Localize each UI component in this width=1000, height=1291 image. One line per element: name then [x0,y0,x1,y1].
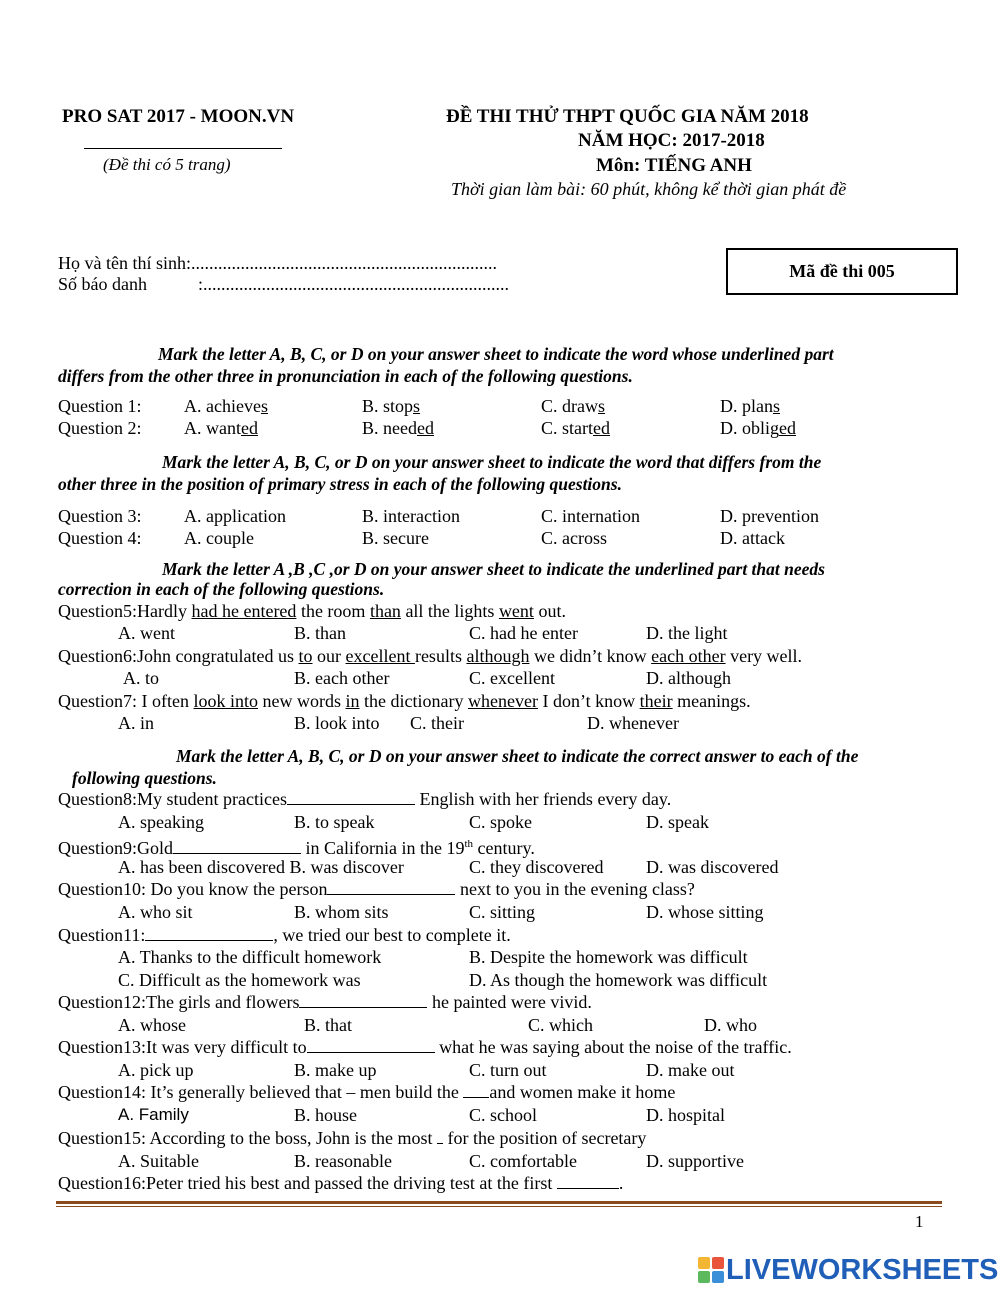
question-6-options [118,667,918,689]
option-b[interactable]: B. look into [294,713,380,733]
option-d[interactable]: D. whenever [587,713,679,733]
question-label: Question 1: [58,396,142,416]
answer-blank[interactable] [327,880,455,895]
option-c[interactable]: C. started [541,418,610,438]
option-c[interactable]: C. internation [541,506,640,526]
option-b[interactable]: B. reasonable [294,1151,392,1171]
option-b[interactable]: B. to speak [294,812,375,832]
option-c[interactable]: C. turn out [469,1060,547,1080]
candidate-id-label: Số báo danh [58,274,147,294]
question-8: Question8:My student practices English with her friends every day. [58,789,672,809]
subject: Môn: TIẾNG ANH [596,155,752,176]
section-1-line-1: Mark the letter A, B, C, or D on your answer sheet to indicate the word whose underlined part [158,344,834,364]
answer-blank[interactable] [307,1038,435,1053]
option-b[interactable]: B. than [294,623,346,643]
divider [84,148,282,149]
question-15-options [118,1150,918,1172]
option-a[interactable]: A. in [118,713,154,733]
option-a[interactable]: A. speaking [118,812,204,832]
time-note: Thời gian làm bài: 60 phút, không kể thời gian phát đề [451,179,847,199]
option-c[interactable]: C. spoke [469,812,532,832]
school-year: NĂM HỌC: 2017-2018 [578,130,765,151]
section-2-instructions [58,451,938,495]
option-c[interactable]: C. their [410,713,464,733]
option-a[interactable]: A. couple [184,528,254,548]
option-b[interactable]: B. Despite the homework was difficult [469,947,748,967]
option-a[interactable]: A. wanted [184,418,258,438]
question-label: Question 2: [58,418,142,438]
option-a[interactable]: A. who sit [118,902,193,922]
section-2-line-1: Mark the letter A, B, C, or D on your answer sheet to indicate the word that differs from the [162,452,822,472]
option-b[interactable]: B. house [294,1105,357,1125]
option-d[interactable]: D. As though the homework was difficult [469,970,768,990]
answer-blank[interactable] [557,1174,619,1189]
footer-rule-thin [56,1206,942,1207]
question-8-options [118,811,918,833]
question-6: Question6:John congratulated us to our excellent results although we didn’t know each other very well. [58,646,803,666]
option-c[interactable]: C. sitting [469,902,536,922]
question-15: Question15: According to the boss, John is the most for the position of secretary [58,1128,647,1148]
answer-blank[interactable] [463,1083,489,1098]
option-b[interactable]: B. that [304,1015,352,1035]
section-1-instructions [58,343,938,387]
footer-rule-thick [56,1201,942,1204]
section-3-line-1: Mark the letter A ,B ,C ,or D on your answer sheet to indicate the underlined part that needs [162,559,825,579]
exam-title: ĐỀ THI THỬ THPT QUỐC GIA NĂM 2018 [446,106,809,127]
option-b[interactable]: B. each other [294,668,390,688]
option-a[interactable]: A. Family [118,1105,189,1124]
section-2-line-2: other three in the position of primary stress in each of the following questions. [58,474,622,494]
exam-code: Mã đề thi 005 [789,261,895,281]
option-b[interactable]: B. needed [362,418,434,438]
candidate-name-field[interactable]: Họ và tên thí sinh:.................................................................... [58,253,497,273]
option-d[interactable]: D. make out [646,1060,735,1080]
option-c[interactable]: C. Difficult as the homework was [118,970,361,990]
question-11-options-ab [118,946,918,968]
liveworksheets-brand: LIVEWORKSHEETS [726,1253,999,1286]
option-a[interactable]: A. Thanks to the difficult homework [118,947,382,967]
option-d[interactable]: D. plans [720,396,781,416]
question-3 [58,505,958,527]
question-5-options [118,622,918,644]
school-title: PRO SAT 2017 - MOON.VN [62,106,295,127]
option-c[interactable]: C. which [528,1015,593,1035]
option-d[interactable]: D. whose sitting [646,902,764,922]
question-4 [58,527,958,549]
option-d[interactable]: D. the light [646,623,728,643]
section-1-line-2: differs from the other three in pronunciation in each of the following questions. [58,366,633,386]
question-13: Question13:It was very difficult to what he was saying about the noise of the traffic. [58,1037,792,1057]
option-b[interactable]: B. whom sits [294,902,389,922]
question-11-options-cd [118,969,918,991]
option-d[interactable]: D. supportive [646,1151,744,1171]
question-10: Question10: Do you know the person next to you in the evening class? [58,879,695,899]
option-d[interactable]: D. obliged [720,418,797,438]
exam-code-box [726,248,958,295]
option-a[interactable]: A. Suitable [118,1151,199,1171]
question-13-options [118,1059,918,1081]
option-a[interactable]: A. went [118,623,175,643]
question-14: Question14: It’s generally believed that – men build the and women make it home [58,1082,676,1102]
answer-blank[interactable] [173,839,301,854]
option-d[interactable]: D. prevention [720,506,819,526]
liveworksheets-logo[interactable] [698,1254,998,1286]
answer-blank[interactable] [287,790,415,805]
option-b[interactable]: B. make up [294,1060,377,1080]
question-7: Question7: I often look into new words in the dictionary whenever I don’t know their meanings. [58,691,751,711]
question-14-options [118,1104,918,1126]
pages-note: (Đề thi có 5 trang) [103,155,231,174]
question-9-options [118,856,918,878]
option-c[interactable]: C. draws [541,396,606,416]
option-a[interactable]: A. to [123,668,159,688]
option-a[interactable]: A. pick up [118,1060,194,1080]
question-1 [58,395,958,417]
question-11: Question11: , we tried our best to complete it. [58,925,511,945]
option-c[interactable]: C. comfortable [469,1151,577,1171]
question-5: Question5:Hardly had he entered the room than all the lights went out. [58,601,566,621]
question-12: Question12:The girls and flowers he painted were vivid. [58,992,592,1012]
option-d[interactable]: D. although [646,668,731,688]
option-d[interactable]: D. hospital [646,1105,725,1125]
option-c[interactable]: C. excellent [469,668,555,688]
liveworksheets-logo-icon [698,1257,724,1283]
option-a-b[interactable]: A. has been discovered B. was discover [118,857,404,877]
option-d[interactable]: D. speak [646,812,709,832]
option-a[interactable]: A. whose [118,1015,186,1035]
answer-blank[interactable] [145,926,273,941]
option-b[interactable]: B. interaction [362,506,460,526]
section-4-line-2: following questions. [72,768,217,788]
answer-blank[interactable] [299,993,427,1008]
candidate-id-field[interactable]: :.................................................................... [198,274,510,294]
question-2 [58,417,958,439]
question-12-options [118,1014,918,1036]
question-label: Question 3: [58,506,142,526]
section-3-instructions [58,559,938,599]
section-3-line-2: correction in each of the following questions. [58,579,385,599]
question-16: Question16:Peter tried his best and passed the driving test at the first . [58,1173,624,1193]
option-a[interactable]: A. application [184,506,286,526]
question-7-options [118,712,918,734]
page-number: 1 [915,1212,924,1231]
option-b[interactable]: B. secure [362,528,429,548]
option-a[interactable]: A. achieves [184,396,268,416]
option-d[interactable]: D. attack [720,528,785,548]
option-b[interactable]: B. stops [362,396,421,416]
option-c[interactable]: C. school [469,1105,538,1125]
question-10-options [118,901,918,923]
option-c[interactable]: C. they discovered [469,857,604,877]
question-9: Question9:Gold in California in the 19th century. [58,838,535,858]
question-label: Question 4: [58,528,142,548]
option-d[interactable]: D. who [704,1015,757,1035]
section-4-instructions [58,745,938,789]
section-4-line-1: Mark the letter A, B, C, or D on your answer sheet to indicate the correct answer to each of the [176,746,859,766]
option-c[interactable]: C. had he enter [469,623,578,643]
option-c[interactable]: C. across [541,528,607,548]
option-d[interactable]: D. was discovered [646,857,779,877]
